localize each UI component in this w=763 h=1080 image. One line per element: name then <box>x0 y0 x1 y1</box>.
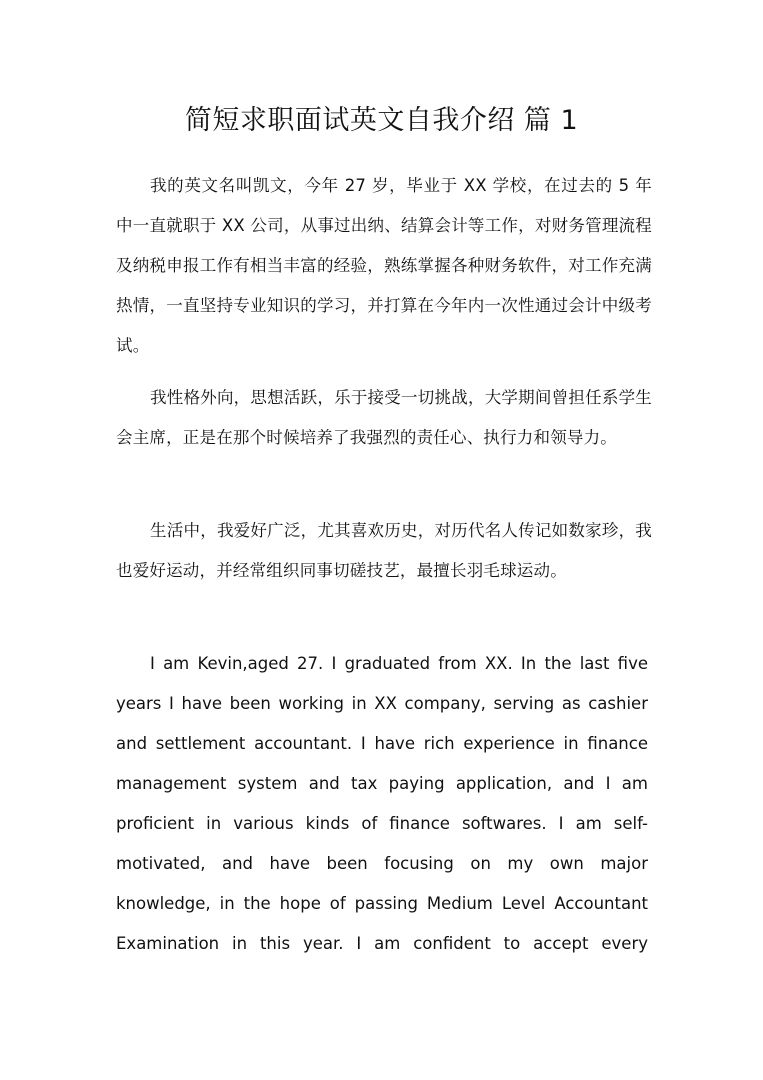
chinese-paragraph-2: 我性格外向，思想活跃，乐于接受一切挑战，大学期间曾担任系学生会主席，正是在那个时候培养了我强烈的责任心、执行力和领导力。 <box>116 388 652 447</box>
english-paragraph: I am Kevin,aged 27. I graduated from XX. In the last five years I have been working in XX company, serving as cashier and settlement accountant. I have rich experience in finance management system and tax paying application, and I am proficient in various kinds of finance softwares. I am self-motivated, and have been focusing on my own major knowledge, in the hope of passing Medium Level Accountant Examination in this year. I am confident to accept every <box>116 654 648 953</box>
chinese-paragraph-3: 生活中，我爱好广泛，尤其喜欢历史，对历代名人传记如数家珍，我也爱好运动，并经常组织同事切磋技艺，最擅长羽毛球运动。 <box>116 521 652 580</box>
document-title: 简短求职面试英文自我介绍 篇 1 <box>184 105 579 136</box>
chinese-paragraph-1: 我的英文名叫凯文，今年 27 岁，毕业于 XX 学校，在过去的 5 年中一直就职于 XX 公司，从事过出纳、结算会计等工作，对财务管理流程及纳税申报工作有相当丰富的经验，熟练掌握各种财务软件，对工作充满热情，一直坚持专业知识的学习，并打算在今年内一次性通过会计中级考试。 <box>116 176 652 355</box>
